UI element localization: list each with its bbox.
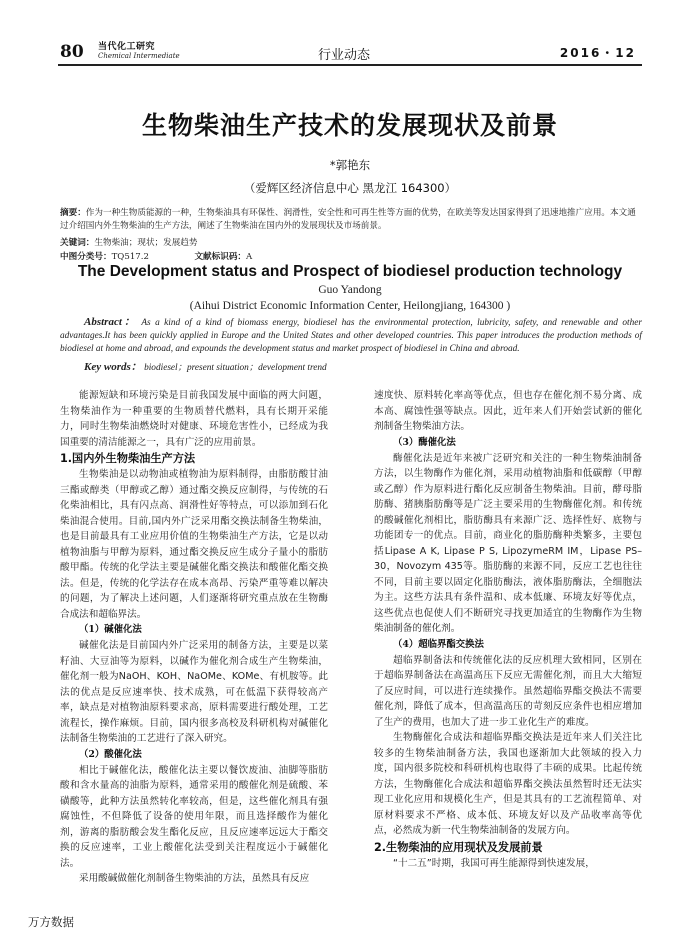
english-title: The Development status and Prospect of biodiesel production technology [77, 263, 623, 280]
clc-value: TQ517.2 [111, 252, 149, 262]
section-heading: 1.国内外生物柴油生产方法 [60, 452, 196, 465]
paragraph: 相比于碱催化法，酸催化法主要以餐饮废油、油脚等脂肪酸和含水量高的油脂为原料，通常采用的酸催化剂是硫酸、苯磺酸等，此种方法虽然转化率较高，但是，这些催化剂具有强腐蚀性，不但降低了设备的使用年限，而且选择酸作为催化剂，游离的脂肪酸会发生酯化反应，且反应速率远远大于酯交换的反应速率，工业上酸催化法受到关注程度远小于碱催化法。 [60, 764, 328, 869]
journal-name [98, 42, 180, 61]
header-rule [58, 64, 642, 66]
english-keywords [84, 358, 327, 374]
issue-date: 2016・12 [559, 46, 636, 60]
paragraph: 酶催化法是近年来被广泛研究和关注的一种生物柴油制备方法，以生物酶作为催化剂，采用动植物油脂和低碳醇（甲醇或乙醇）作为原料进行酯化反应制备生物柴油。目前，酵母脂肪酶、猪胰脂肪酶等是广泛主要采用的生物酶催化剂。和传统的酸碱催化剂相比，脂肪酶具有来源广泛、选择性好、底物与功能团专一的优点。目前，商业化的脂肪酶种类繁多，主要包括Lipase A K, Lipase P S, LipozymeRM IM，Lipase PS–30，Novozym 435等。脂肪酶的来源不同，反应工艺也往往不同，目前主要以固定化脂肪酶法，液体脂肪酶法，全细胞法为主。这些方法具有条件温和、成本低廉、环境友好等优点，这些优点也促使人们不断研究寻找更加适宜的生物酶作为生物柴油制备的催化剂。 [374, 452, 642, 634]
page-header [0, 0, 700, 70]
subsection-heading: （1）碱催化法 [79, 624, 142, 635]
page-number: 80 [60, 42, 84, 62]
paragraph: 能源短缺和环境污染是目前我国发展中面临的两大问题，生物柴油作为一种重要的生物质替代燃料，具有长期开采能力，同时生物柴油燃烧时对健康、环境危害性小，已经成为我国重要的清洁能源之一，具有广泛的应用前景。 [60, 390, 328, 448]
keywords-cn [60, 236, 198, 248]
journal-name-cn: 当代化工研究 [98, 42, 156, 52]
english-affiliation: (Aihui District Economic Information Center, Heilongjiang, 164300 ) [189, 300, 511, 312]
english-abstract-text: As a kind of a kind of biomass energy, biodiesel has the environmental protection, lubricity, safety, and renewable and other advantages.It has been quickly applied in Europe and the United States and other developed countries. This paper introduces the production methods of biodiesel at home and abroad, and expounds the development status and market prospect of biodiesel in China and abroad. [60, 318, 642, 355]
english-author: Guo Yandong [318, 284, 382, 296]
body-column-left [60, 388, 328, 887]
article-title: 生物柴油生产技术的发展现状及前景 [141, 111, 558, 140]
subsection-heading: （4）超临界酯交换法 [393, 638, 484, 650]
paragraph: 超临界制备法和传统催化法的反应机理大致相同，区别在于超临界制备法在高温高压下反应无需催化剂，而且大大缩短了反应时间，可以进行连续操作。虽然超临界酯交换法不需要催化剂，降低了成本，但高温高压的苛刻反应条件也相应增加了生产的费用，也加大了进一步工业化生产的难度。 [374, 654, 642, 728]
paragraph: “十二五”时期，我国可再生能源得到快速发展， [393, 857, 595, 869]
paragraph: 采用酸碱做催化剂制备生物柴油的方法，虽然具有反应 [79, 873, 310, 884]
english-abstract-label: Abstract： [84, 316, 138, 328]
article-author: *郭艳东 [329, 158, 371, 172]
body-column-right [374, 388, 642, 871]
english-abstract [60, 316, 642, 357]
paragraph: 生物柴油是以动物油或植物油为原料制得，由脂肪酸甘油三酯或醇类（甲醇或乙醇）通过酯交换反应制得，与传统的石化柴油相比，具有闪点高、润滑性好等特点，可以添加到石化柴油混合使用。目前,国内外广泛采用酯交换法制备生物柴油，也是目前最具有工业应用价值的生物柴油生产方法，它是以动植物油脂与甲醇为原料，通过酯交换反应生成分子量小的脂肪酸甲酯。传统的化学法主要是碱催化酯交换法和酸催化酯交换法。但是，传统的化学法存在成本高昂、污染严重等难以解决的问题，为了解决上述问题，人们逐渐将研究重点放在生物酶合成法和超临界法。 [60, 469, 328, 620]
paragraph: 碱催化法是目前国内外广泛采用的制备方法，主要是以菜籽油、大豆油等为原料，以碱作为催化剂合成生产生物柴油，催化剂一般为NaOH、KOH、NaOMe、KOMe、有机胺等。此法的优点是反应速率快、技术成熟，可在低温下获得较高产率，缺点是对植物油原料要求高，原料需要进行酸处理，工艺流程长，操作麻烦。目前，国内很多高校及科研机构对碱催化法制备生物柴油的工艺进行了深入研究。 [60, 640, 328, 744]
section-heading: 2.生物柴油的应用现状及发展前景 [374, 840, 543, 854]
doc-code-label: 文献标识码： [194, 252, 247, 262]
keywords-text: 生物柴油；现状；发展趋势 [94, 238, 198, 248]
doc-code-value: A [246, 252, 253, 262]
section-name: 行业动态 [318, 48, 371, 63]
classification-line [60, 250, 252, 262]
paragraph: 速度快、原料转化率高等优点，但也存在催化剂不易分离、成本高、腐蚀性强等缺点。因此，近年来人们开始尝试新的催化剂制备生物柴油方法。 [374, 390, 642, 432]
abstract-label: 摘要： [60, 208, 86, 218]
clc-label: 中图分类号： [60, 252, 112, 262]
english-keywords-text: biodiesel；present situation；development trend [144, 363, 327, 373]
subsection-heading: （2）酸催化法 [79, 748, 142, 760]
footer-source: 万方数据 [28, 915, 74, 929]
keywords-label: 关键词： [60, 238, 95, 248]
paragraph: 生物酶催化合成法和超临界酯交换法是近年来人们关注比较多的生物柴油制备方法，我国也逐渐加大此领域的投入力度，国内很多院校和科研机构也取得了丰硕的成果。比起传统方法，生物酶催化合成法和超临界酯交换法虽然暂时还无法实现工业化应用和规模化生产，但是其具有的工艺流程简单、对原材料要求不严格、成本低、环境友好以及产品收率高等优点，必然成为新一代生物柴油制备的发展方向。 [374, 732, 642, 836]
subsection-heading: （3）酶催化法 [393, 436, 456, 448]
english-keywords-label: Key words： [84, 361, 142, 373]
article-affiliation: （爱辉区经济信息中心 黑龙江 164300） [243, 181, 457, 195]
abstract-text: 作为一种生物质能源的一种，生物柴油具有环保性、润滑性，安全性和可再生性等方面的优势，在欧美等发达国家得到了迅速地推广应用。本文通过介绍国内外生物柴油的生产方法，阐述了生物柴油在国内外的发展现状及市场前景。 [60, 208, 636, 231]
abstract-cn [60, 207, 642, 233]
journal-name-en: Chemical Intermediate [98, 52, 180, 60]
